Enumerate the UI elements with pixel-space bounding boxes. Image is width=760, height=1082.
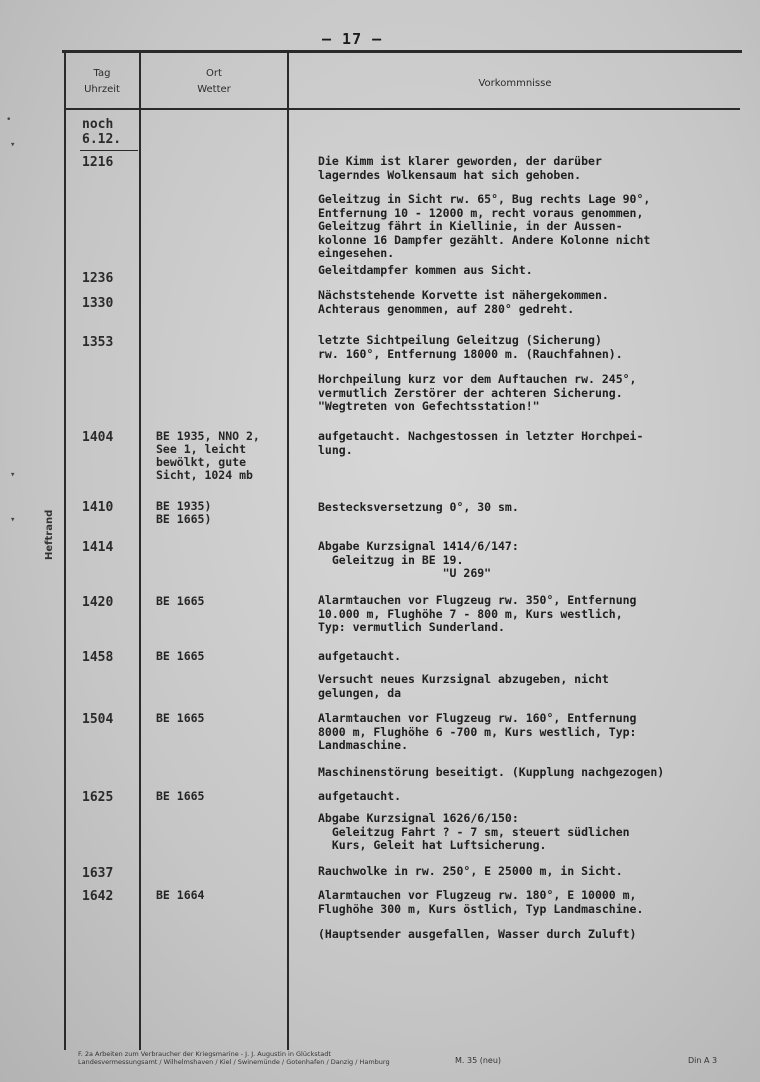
entry-text: letzte Sichtpeilung Geleitzug (Sicherung) rw. 160°, Entfernung 18000 m. (Rauchfahnen). [318,333,623,361]
entry-text: Rauchwolke in rw. 250°, E 25000 m, in Sicht. [318,864,623,878]
entry-time: 1420 [82,595,114,610]
margin-label: Heftrand [44,509,55,560]
header-date-label: Tag [93,68,111,79]
entry-time: 1504 [82,712,114,727]
header-bottom-border [64,108,740,110]
header-weather-label: Wetter [197,84,231,95]
entry-time: 1216 [82,155,114,170]
header-date-time [66,66,138,98]
entry-text: aufgetaucht. [318,649,402,663]
entry-place-weather: BE 1665 [156,789,205,803]
entry-text: Abgabe Kurzsignal 1414/6/147: Geleitzug in BE 19. "U 269" [318,539,519,580]
entry-place-weather: BE 1665 [156,594,205,608]
margin-tick: ▾ [10,140,16,150]
entry-text: Versucht neues Kurzsignal abzugeben, nicht gelungen, da [318,672,609,700]
margin-tick: ▾ [10,470,16,480]
date-cell-line1: noch [82,117,114,132]
entry-text: aufgetaucht. Nachgestossen in letzter Horchpei- lung. [318,429,644,457]
entry-text: Alarmtauchen vor Flugzeug rw. 350°, Entfernung 10.000 m, Flughöhe 7 - 800 m, Kurs westlich, Typ: vermutlich Sunderland. [318,593,637,634]
table-top-border [62,50,742,53]
entry-place-weather: BE 1935) BE 1665) [156,499,212,526]
entry-text: Abgabe Kurzsignal 1626/6/150: Geleitzug Fahrt ? - 7 sm, steuert südlichen Kurs, Geleit hat Luftsicherung. [318,811,630,852]
entry-time: 1353 [82,335,114,350]
entry-text: Alarmtauchen vor Flugzeug rw. 160°, Entfernung 8000 m, Flughöhe 6 -700 m, Kurs westlich, Typ: Landmaschine. [318,711,637,752]
entry-place-weather: BE 1665 [156,711,205,725]
entry-text: Maschinenstörung beseitigt. (Kupplung nachgezogen) [318,765,665,779]
entry-text: Horchpeilung kurz vor dem Auftauchen rw. 245°, vermutlich Zerstörer der achteren Sicherung. "Wegtreten von Gefechtsstation!" [318,372,637,413]
entry-time: 1414 [82,540,114,555]
entry-text: Bestecksversetzung 0°, 30 sm. [318,500,519,514]
entry-text: Alarmtauchen vor Flugzeug rw. 180°, E 10000 m, Flughöhe 300 m, Kurs östlich, Typ Landmaschine. [318,888,644,916]
entry-text: Geleitzug in Sicht rw. 65°, Bug rechts Lage 90°, Entfernung 10 - 12000 m, recht voraus genommen, Geleitzug fährt in Kiellinie, in der Aussen- kolonne 16 Dampfer gezählt. Andere Kolonne nicht eingesehen. [318,192,651,260]
date-cell-underline [80,150,138,151]
margin-tick: ▾ [10,515,16,525]
page-number: – 17 – [322,30,383,48]
entry-time: 1637 [82,866,114,881]
entry-time: 1642 [82,889,114,904]
entry-text: aufgetaucht. [318,789,402,803]
header-place-weather [141,66,287,98]
entry-time: 1410 [82,500,114,515]
header-place-label: Ort [206,68,222,79]
entry-time: 1458 [82,650,114,665]
table-left-border [64,52,66,1050]
footer-form-number: M. 35 (neu) [455,1056,502,1065]
margin-tick: • [6,115,12,125]
entry-text: Nächststehende Korvette ist nähergekommen. Achteraus genommen, auf 280° gedreht. [318,288,609,316]
entry-text: Geleitdampfer kommen aus Sicht. [318,263,533,277]
footer-paper-format: Din A 3 [688,1056,718,1065]
entry-time: 1330 [82,296,114,311]
entry-place-weather: BE 1665 [156,649,205,663]
entry-time: 1236 [82,271,114,286]
date-cell-line2: 6.12. [82,132,122,147]
entry-place-weather: BE 1664 [156,888,205,902]
header-time-label: Uhrzeit [84,84,120,95]
header-events: Vorkommnisse [478,78,552,89]
entry-text: Die Kimm ist klarer geworden, der darüber lagerndes Wolkensaum hat sich gehoben. [318,154,602,182]
entry-time: 1404 [82,430,114,445]
entry-place-weather: BE 1935, NNO 2, See 1, leicht bewölkt, gute Sicht, 1024 mb [156,429,260,482]
entry-time: 1625 [82,790,114,805]
entry-text: (Hauptsender ausgefallen, Wasser durch Zuluft) [318,927,637,941]
footer-imprint: F. 2a Arbeiten zum Verbraucher der Kriegsmarine - J. J. Augustin in Glückstadt Landesvermessungsamt / Wilhelmshaven / Kiel / Swinemünde / Gotenhafen / Danzig / Hamburg [78,1050,390,1066]
